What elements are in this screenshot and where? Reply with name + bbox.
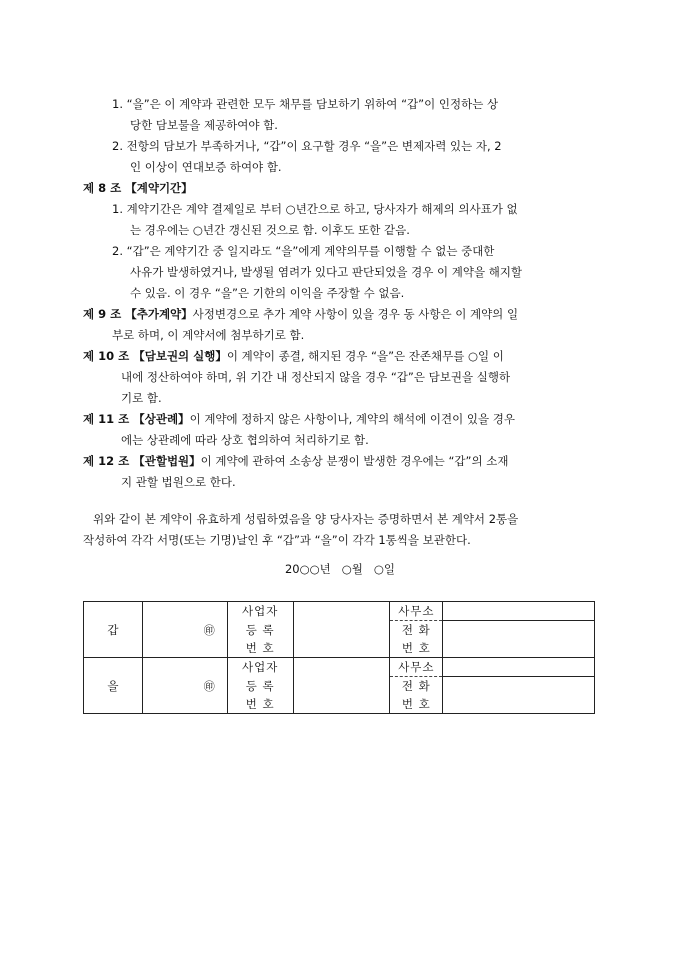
clause-11-line-2: 에는 상관례에 따라 상호 협의하여 처리하기로 함. bbox=[121, 433, 369, 447]
reg-number-field[interactable] bbox=[293, 602, 390, 658]
office-field[interactable] bbox=[443, 602, 595, 621]
phone-label-1: 전 화 bbox=[390, 621, 443, 640]
seal-mark: ㊞ bbox=[142, 602, 227, 658]
seal-mark: ㊞ bbox=[142, 658, 227, 714]
clause-10-heading: 제 10 조 【담보권의 실행】 bbox=[83, 349, 227, 363]
clause-8-heading: 제 8 조 【계약기간】 bbox=[83, 181, 193, 195]
reg-label-3: 번 호 bbox=[227, 639, 293, 658]
reg-label-1: 사업자 bbox=[227, 658, 293, 677]
phone-field[interactable] bbox=[443, 677, 595, 714]
clause-12-line-1 bbox=[83, 453, 508, 469]
phone-label-2: 번 호 bbox=[390, 695, 443, 714]
clause-8-item-2-line-3: 수 있음. 이 경우 “을”은 기한의 이익을 주장할 수 없음. bbox=[130, 286, 405, 300]
closing-line-2: 작성하여 각각 서명(또는 기명)날인 후 “갑”과 “을”이 각각 1통씩을 보관한다. bbox=[83, 533, 471, 547]
party-name: 을 bbox=[84, 658, 143, 714]
phone-label-2: 번 호 bbox=[390, 639, 443, 658]
signature-table bbox=[83, 601, 595, 714]
closing-line-1: 위와 같이 본 계약이 유효하게 성립하였음을 양 당사자는 증명하면서 본 계약서 2통을 bbox=[93, 512, 519, 526]
reg-label-2: 등 록 bbox=[227, 621, 293, 640]
clause-10-line-1 bbox=[83, 348, 504, 364]
contract-date: 20○○년 ○월 ○일 bbox=[284, 562, 396, 576]
office-field[interactable] bbox=[443, 658, 595, 677]
reg-label-3: 번 호 bbox=[227, 695, 293, 714]
clause-11-line-1 bbox=[83, 411, 515, 427]
clause-11-heading: 제 11 조 【상관례】 bbox=[83, 412, 190, 426]
clause-9-heading: 제 9 조 【추가계약】 bbox=[83, 307, 193, 321]
phone-label-1: 전 화 bbox=[390, 677, 443, 696]
party-gap-row-1 bbox=[84, 602, 595, 621]
clause-12-heading: 제 12 조 【관할법원】 bbox=[83, 454, 201, 468]
clause-9-line-1 bbox=[83, 306, 518, 322]
clause-10-text: 이 계약이 종결, 해지된 경우 “을”은 잔존채무를 ○일 이 bbox=[226, 349, 504, 363]
phone-field[interactable] bbox=[443, 621, 595, 658]
clause-7-item-1-line-1: 1. “을”은 이 계약과 관련한 모두 채무를 담보하기 위하여 “갑”이 인정하는 상 bbox=[112, 97, 499, 111]
reg-number-field[interactable] bbox=[293, 658, 390, 714]
clause-9-text: 사정변경으로 추가 계약 사항이 있을 경우 동 사항은 이 계약의 일 bbox=[192, 307, 519, 321]
office-label: 사무소 bbox=[390, 602, 443, 621]
party-name: 갑 bbox=[84, 602, 143, 658]
clause-7-item-2-line-2: 인 이상이 연대보증 하여야 함. bbox=[130, 160, 282, 174]
clause-8-item-2-line-2: 사유가 발생하였거나, 발생될 염려가 있다고 판단되었을 경우 이 계약을 해지할 bbox=[130, 265, 523, 279]
clause-8-item-1-line-1: 1. 계약기간은 계약 결제일로 부터 ○년간으로 하고, 당사자가 해제의 의사표가 없 bbox=[112, 202, 518, 216]
clause-10-line-3: 기로 함. bbox=[121, 391, 162, 405]
clause-7-item-1-line-2: 당한 담보물을 제공하여야 함. bbox=[130, 118, 278, 132]
clause-11-text: 이 계약에 정하지 않은 사항이나, 계약의 해석에 이견이 있을 경우 bbox=[189, 412, 515, 426]
clause-12-line-2: 지 관할 법원으로 한다. bbox=[121, 475, 236, 489]
clause-9-line-2: 부로 하며, 이 계약서에 첨부하기로 함. bbox=[112, 328, 305, 342]
clause-7-item-2-line-1: 2. 전항의 담보가 부족하거나, “갑”이 요구할 경우 “을”은 변제자력 있는 자, 2 bbox=[112, 139, 502, 153]
office-label: 사무소 bbox=[390, 658, 443, 677]
reg-label-2: 등 록 bbox=[227, 677, 293, 696]
clause-12-text: 이 계약에 관하여 소송상 분쟁이 발생한 경우에는 “갑”의 소재 bbox=[200, 454, 509, 468]
reg-label-1: 사업자 bbox=[227, 602, 293, 621]
clause-10-line-2: 내에 정산하여야 하며, 위 기간 내 정산되지 않을 경우 “갑”은 담보권을 실행하 bbox=[121, 370, 511, 384]
clause-8-item-1-line-2: 는 경우에는 ○년간 갱신된 것으로 함. 이후도 또한 같음. bbox=[130, 223, 410, 237]
clause-8-item-2-line-1: 2. “갑”은 계약기간 중 일지라도 “을”에게 계약의무를 이행할 수 없는 중대한 bbox=[112, 244, 495, 258]
party-eul-row-1 bbox=[84, 658, 595, 677]
